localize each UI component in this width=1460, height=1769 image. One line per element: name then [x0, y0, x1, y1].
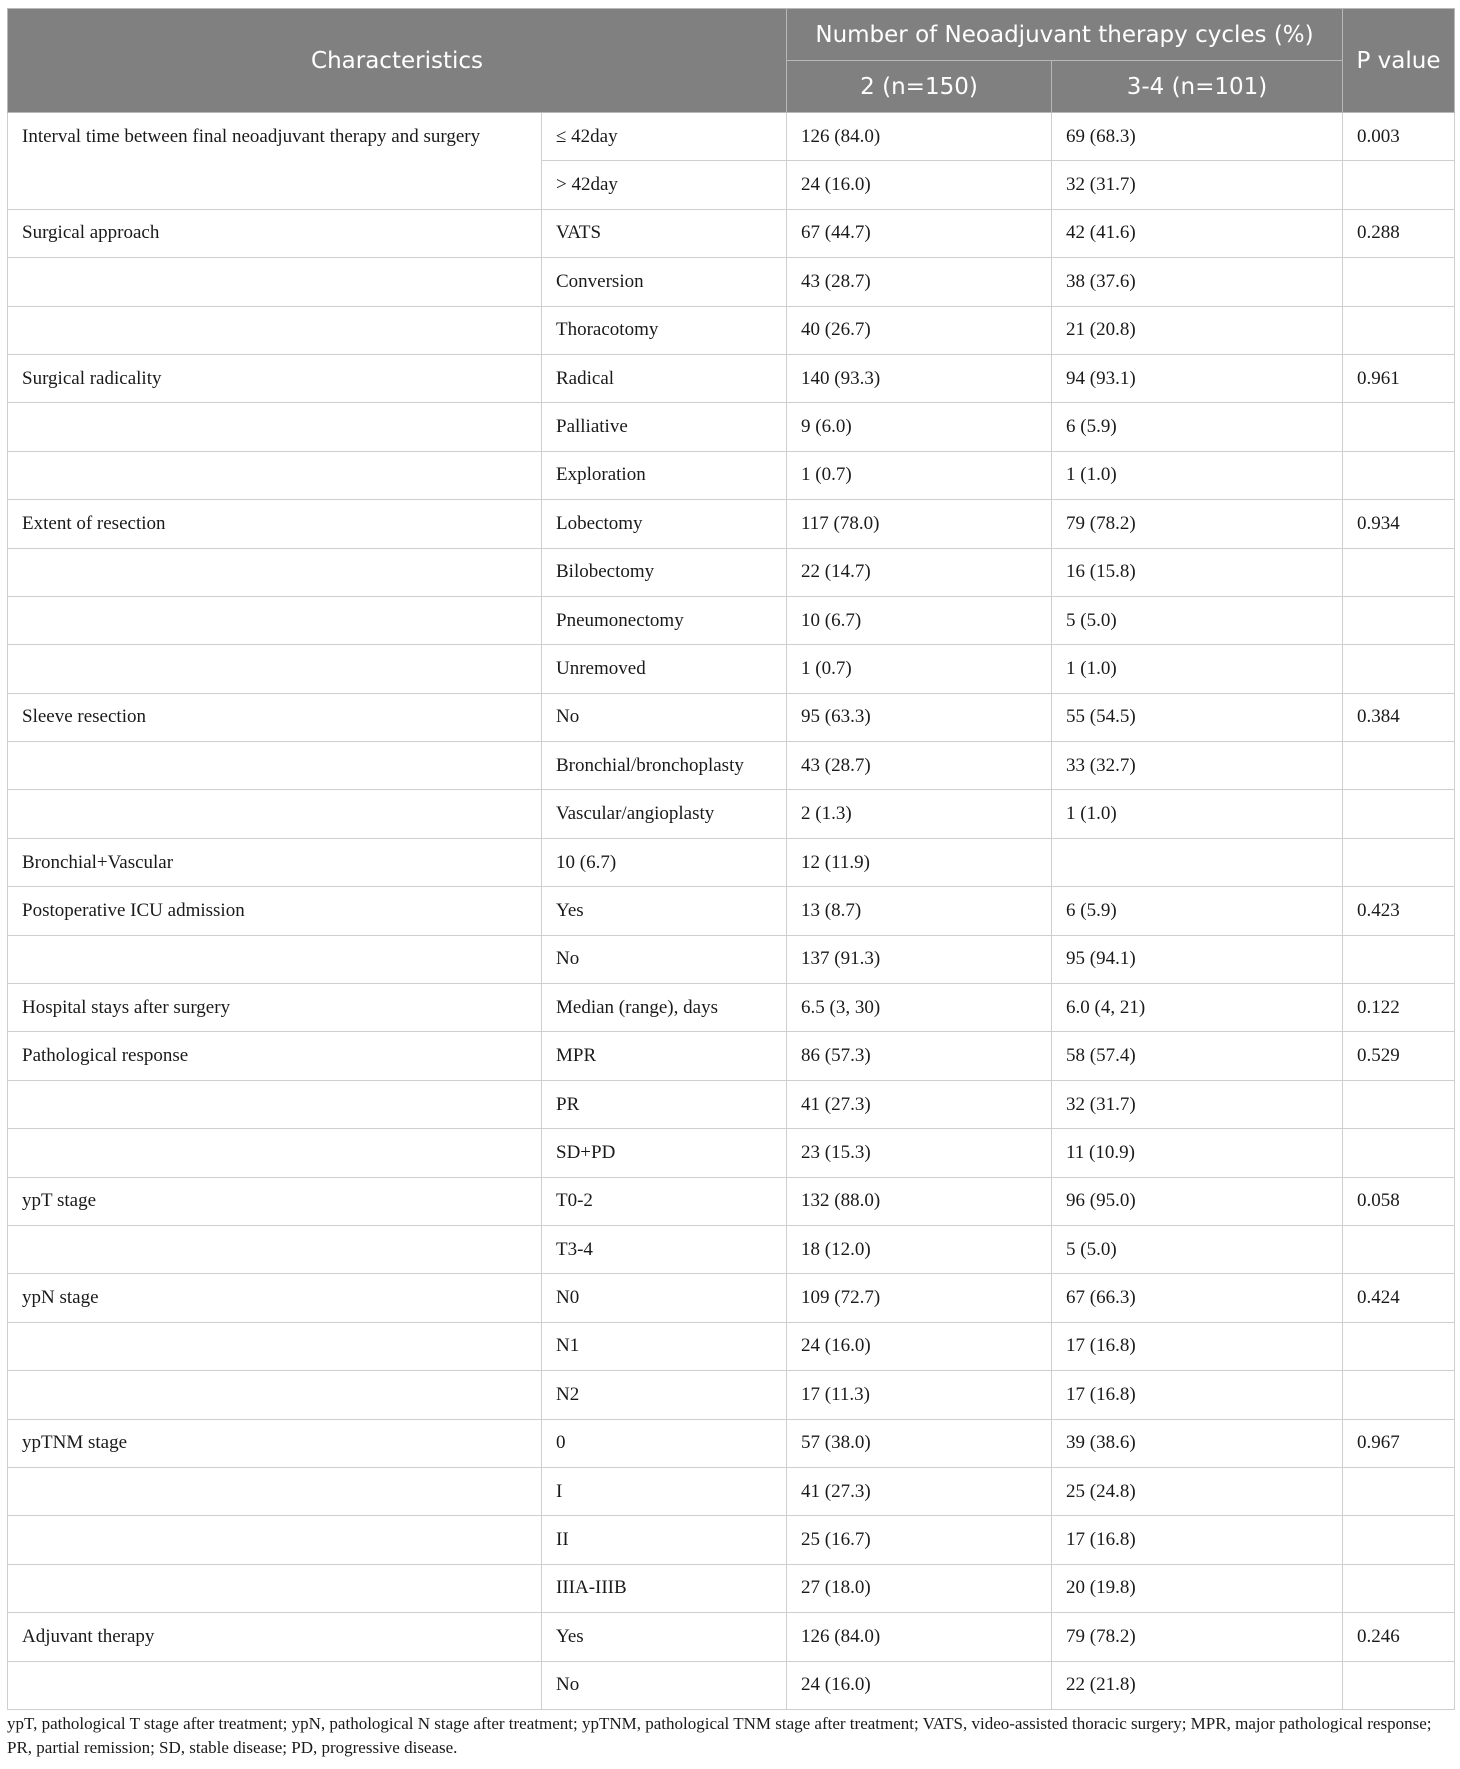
cell-characteristic [8, 742, 542, 790]
cell-2-cycles: 13 (8.7) [787, 887, 1052, 935]
cell-2-cycles: 1 (0.7) [787, 451, 1052, 499]
cell-subgroup: Bronchial/bronchoplasty [542, 742, 787, 790]
table-row [8, 1225, 1455, 1273]
cell-characteristic [8, 596, 542, 644]
cell-subgroup: Yes [542, 1613, 787, 1661]
cell-p-value [1343, 742, 1455, 790]
cell-3-4-cycles: 32 (31.7) [1052, 1080, 1343, 1128]
cell-subgroup: ≤ 42day [542, 113, 787, 161]
table-row [8, 306, 1455, 354]
cell-2-cycles: 10 (6.7) [787, 596, 1052, 644]
cell-3-4-cycles: 21 (20.8) [1052, 306, 1343, 354]
cell-subgroup: 10 (6.7) [542, 838, 787, 886]
cell-subgroup: N0 [542, 1274, 787, 1322]
table-row [8, 1177, 1455, 1225]
cell-subgroup: SD+PD [542, 1129, 787, 1177]
cell-characteristic [8, 645, 542, 693]
table-row [8, 984, 1455, 1032]
cell-3-4-cycles: 69 (68.3) [1052, 113, 1343, 161]
cell-p-value [1343, 306, 1455, 354]
cell-2-cycles: 24 (16.0) [787, 1322, 1052, 1370]
cell-3-4-cycles: 95 (94.1) [1052, 935, 1343, 983]
table-row [8, 1129, 1455, 1177]
cell-3-4-cycles: 11 (10.9) [1052, 1129, 1343, 1177]
cell-2-cycles: 67 (44.7) [787, 209, 1052, 257]
cell-characteristic [8, 1564, 542, 1612]
table-row [8, 596, 1455, 644]
cell-subgroup: N1 [542, 1322, 787, 1370]
table-row [8, 1516, 1455, 1564]
cell-subgroup: I [542, 1467, 787, 1515]
cell-3-4-cycles: 42 (41.6) [1052, 209, 1343, 257]
cell-p-value: 0.003 [1343, 113, 1455, 161]
cell-subgroup: II [542, 1516, 787, 1564]
cell-2-cycles: 140 (93.3) [787, 354, 1052, 402]
cell-p-value [1343, 1225, 1455, 1273]
table-row [8, 645, 1455, 693]
header-p-value: P value [1343, 9, 1455, 113]
table-row [8, 887, 1455, 935]
table-row [8, 1661, 1455, 1709]
cell-2-cycles: 41 (27.3) [787, 1080, 1052, 1128]
cell-p-value [1343, 596, 1455, 644]
table-row [8, 1419, 1455, 1467]
cell-characteristic [8, 451, 542, 499]
cell-2-cycles: 27 (18.0) [787, 1564, 1052, 1612]
table-row [8, 500, 1455, 548]
cell-p-value: 0.246 [1343, 1613, 1455, 1661]
cell-subgroup: Yes [542, 887, 787, 935]
cell-characteristic: Bronchial+Vascular [8, 838, 542, 886]
cell-subgroup: Radical [542, 354, 787, 402]
cell-subgroup: Pneumonectomy [542, 596, 787, 644]
cell-3-4-cycles: 32 (31.7) [1052, 161, 1343, 209]
cell-2-cycles: 17 (11.3) [787, 1371, 1052, 1419]
cell-3-4-cycles: 5 (5.0) [1052, 1225, 1343, 1273]
cell-p-value [1343, 451, 1455, 499]
cell-characteristic [8, 1129, 542, 1177]
cell-characteristic [8, 1225, 542, 1273]
cell-3-4-cycles: 6 (5.9) [1052, 887, 1343, 935]
cell-subgroup: > 42day [542, 161, 787, 209]
cell-2-cycles: 41 (27.3) [787, 1467, 1052, 1515]
table-row [8, 403, 1455, 451]
table-row [8, 935, 1455, 983]
cell-characteristic [8, 790, 542, 838]
cell-3-4-cycles [1052, 838, 1343, 886]
cell-subgroup: No [542, 693, 787, 741]
cell-characteristic [8, 1467, 542, 1515]
cell-characteristic: ypT stage [8, 1177, 542, 1225]
cell-subgroup: Lobectomy [542, 500, 787, 548]
cell-2-cycles: 23 (15.3) [787, 1129, 1052, 1177]
cell-subgroup: No [542, 1661, 787, 1709]
cell-p-value [1343, 161, 1455, 209]
cell-p-value [1343, 838, 1455, 886]
cell-p-value: 0.967 [1343, 1419, 1455, 1467]
cell-p-value [1343, 935, 1455, 983]
cell-characteristic: Interval time between final neoadjuvant therapy and surgery [8, 113, 542, 210]
cell-2-cycles: 126 (84.0) [787, 113, 1052, 161]
cell-characteristic [8, 1322, 542, 1370]
cell-2-cycles: 18 (12.0) [787, 1225, 1052, 1273]
table-row [8, 1564, 1455, 1612]
cell-subgroup: Vascular/angioplasty [542, 790, 787, 838]
cell-3-4-cycles: 6.0 (4, 21) [1052, 984, 1343, 1032]
cell-3-4-cycles: 1 (1.0) [1052, 645, 1343, 693]
cell-3-4-cycles: 55 (54.5) [1052, 693, 1343, 741]
cell-3-4-cycles: 17 (16.8) [1052, 1516, 1343, 1564]
cell-p-value: 0.058 [1343, 1177, 1455, 1225]
cell-3-4-cycles: 1 (1.0) [1052, 790, 1343, 838]
cell-characteristic: ypTNM stage [8, 1419, 542, 1467]
header-col-2-cycles: 2 (n=150) [787, 61, 1052, 113]
cell-3-4-cycles: 1 (1.0) [1052, 451, 1343, 499]
cell-subgroup: MPR [542, 1032, 787, 1080]
header-characteristics: Characteristics [8, 9, 787, 113]
cell-3-4-cycles: 79 (78.2) [1052, 1613, 1343, 1661]
table-footnote: ypT, pathological T stage after treatment; ypN, pathological N stage after treatment; ypTNM, pathological TNM stage after treatment; VATS, video-assisted thoracic surgery; MPR, major pathological response; PR, partial remission; SD, stable disease; PD, progressive disease. [7, 1714, 1432, 1757]
cell-subgroup: No [542, 935, 787, 983]
cell-p-value: 0.424 [1343, 1274, 1455, 1322]
results-table [7, 8, 1455, 1710]
cell-p-value [1343, 258, 1455, 306]
cell-2-cycles: 43 (28.7) [787, 258, 1052, 306]
cell-characteristic: Extent of resection [8, 500, 542, 548]
cell-characteristic: Hospital stays after surgery [8, 984, 542, 1032]
cell-characteristic: Postoperative ICU admission [8, 887, 542, 935]
cell-2-cycles: 24 (16.0) [787, 1661, 1052, 1709]
table-row [8, 1613, 1455, 1661]
cell-subgroup: T3-4 [542, 1225, 787, 1273]
table-row [8, 693, 1455, 741]
table-header [8, 9, 1455, 113]
table-row [8, 209, 1455, 257]
cell-2-cycles: 1 (0.7) [787, 645, 1052, 693]
cell-p-value: 0.934 [1343, 500, 1455, 548]
table-row [8, 1467, 1455, 1515]
cell-subgroup: Palliative [542, 403, 787, 451]
cell-subgroup: Exploration [542, 451, 787, 499]
cell-p-value [1343, 548, 1455, 596]
cell-characteristic [8, 403, 542, 451]
cell-3-4-cycles: 17 (16.8) [1052, 1371, 1343, 1419]
cell-3-4-cycles: 67 (66.3) [1052, 1274, 1343, 1322]
table-row [8, 1371, 1455, 1419]
cell-subgroup: PR [542, 1080, 787, 1128]
header-col-3-4-cycles: 3-4 (n=101) [1052, 61, 1343, 113]
cell-p-value: 0.384 [1343, 693, 1455, 741]
table-row [8, 258, 1455, 306]
cell-2-cycles: 117 (78.0) [787, 500, 1052, 548]
cell-characteristic [8, 1661, 542, 1709]
cell-p-value: 0.961 [1343, 354, 1455, 402]
cell-p-value [1343, 1564, 1455, 1612]
cell-subgroup: Unremoved [542, 645, 787, 693]
cell-characteristic [8, 935, 542, 983]
table-row [8, 1274, 1455, 1322]
cell-3-4-cycles: 79 (78.2) [1052, 500, 1343, 548]
cell-p-value [1343, 1467, 1455, 1515]
cell-p-value [1343, 403, 1455, 451]
table-row [8, 113, 1455, 161]
cell-p-value [1343, 1371, 1455, 1419]
cell-3-4-cycles: 16 (15.8) [1052, 548, 1343, 596]
cell-2-cycles: 86 (57.3) [787, 1032, 1052, 1080]
cell-2-cycles: 25 (16.7) [787, 1516, 1052, 1564]
table-row [8, 1032, 1455, 1080]
cell-characteristic [8, 306, 542, 354]
cell-3-4-cycles: 94 (93.1) [1052, 354, 1343, 402]
cell-p-value: 0.423 [1343, 887, 1455, 935]
cell-2-cycles: 126 (84.0) [787, 1613, 1052, 1661]
cell-p-value [1343, 1661, 1455, 1709]
cell-characteristic: Adjuvant therapy [8, 1613, 542, 1661]
cell-p-value [1343, 1080, 1455, 1128]
cell-characteristic: Sleeve resection [8, 693, 542, 741]
cell-characteristic: ypN stage [8, 1274, 542, 1322]
results-table-container [7, 8, 1454, 1710]
cell-2-cycles: 137 (91.3) [787, 935, 1052, 983]
cell-characteristic: Surgical approach [8, 209, 542, 257]
cell-p-value [1343, 645, 1455, 693]
cell-2-cycles: 95 (63.3) [787, 693, 1052, 741]
header-group-title: Number of Neoadjuvant therapy cycles (%) [787, 9, 1343, 61]
cell-2-cycles: 40 (26.7) [787, 306, 1052, 354]
cell-3-4-cycles: 5 (5.0) [1052, 596, 1343, 644]
cell-3-4-cycles: 39 (38.6) [1052, 1419, 1343, 1467]
cell-p-value: 0.529 [1343, 1032, 1455, 1080]
cell-2-cycles: 2 (1.3) [787, 790, 1052, 838]
table-body [8, 113, 1455, 1710]
cell-characteristic [8, 258, 542, 306]
cell-subgroup: VATS [542, 209, 787, 257]
table-row [8, 354, 1455, 402]
table-row [8, 790, 1455, 838]
cell-subgroup: Conversion [542, 258, 787, 306]
table-row [8, 1322, 1455, 1370]
cell-3-4-cycles: 17 (16.8) [1052, 1322, 1343, 1370]
cell-characteristic [8, 1371, 542, 1419]
cell-subgroup: IIIA-IIIB [542, 1564, 787, 1612]
cell-characteristic [8, 1080, 542, 1128]
table-row [8, 548, 1455, 596]
cell-3-4-cycles: 20 (19.8) [1052, 1564, 1343, 1612]
cell-subgroup: 0 [542, 1419, 787, 1467]
cell-characteristic [8, 548, 542, 596]
table-row [8, 451, 1455, 499]
cell-2-cycles: 6.5 (3, 30) [787, 984, 1052, 1032]
cell-2-cycles: 132 (88.0) [787, 1177, 1052, 1225]
cell-p-value [1343, 1516, 1455, 1564]
cell-3-4-cycles: 38 (37.6) [1052, 258, 1343, 306]
table-row [8, 838, 1455, 886]
cell-subgroup: N2 [542, 1371, 787, 1419]
cell-3-4-cycles: 22 (21.8) [1052, 1661, 1343, 1709]
cell-2-cycles: 109 (72.7) [787, 1274, 1052, 1322]
cell-p-value [1343, 1129, 1455, 1177]
cell-2-cycles: 57 (38.0) [787, 1419, 1052, 1467]
cell-characteristic: Surgical radicality [8, 354, 542, 402]
cell-2-cycles: 24 (16.0) [787, 161, 1052, 209]
cell-2-cycles: 9 (6.0) [787, 403, 1052, 451]
table-row [8, 1080, 1455, 1128]
cell-subgroup: T0-2 [542, 1177, 787, 1225]
cell-p-value: 0.288 [1343, 209, 1455, 257]
cell-2-cycles: 43 (28.7) [787, 742, 1052, 790]
cell-3-4-cycles: 25 (24.8) [1052, 1467, 1343, 1515]
cell-p-value: 0.122 [1343, 984, 1455, 1032]
cell-2-cycles: 22 (14.7) [787, 548, 1052, 596]
cell-characteristic: Pathological response [8, 1032, 542, 1080]
cell-subgroup: Thoracotomy [542, 306, 787, 354]
cell-subgroup: Median (range), days [542, 984, 787, 1032]
cell-3-4-cycles: 58 (57.4) [1052, 1032, 1343, 1080]
table-row [8, 742, 1455, 790]
cell-p-value [1343, 790, 1455, 838]
cell-3-4-cycles: 96 (95.0) [1052, 1177, 1343, 1225]
cell-3-4-cycles: 33 (32.7) [1052, 742, 1343, 790]
cell-characteristic [8, 1516, 542, 1564]
cell-3-4-cycles: 6 (5.9) [1052, 403, 1343, 451]
cell-subgroup: Bilobectomy [542, 548, 787, 596]
cell-p-value [1343, 1322, 1455, 1370]
cell-2-cycles: 12 (11.9) [787, 838, 1052, 886]
